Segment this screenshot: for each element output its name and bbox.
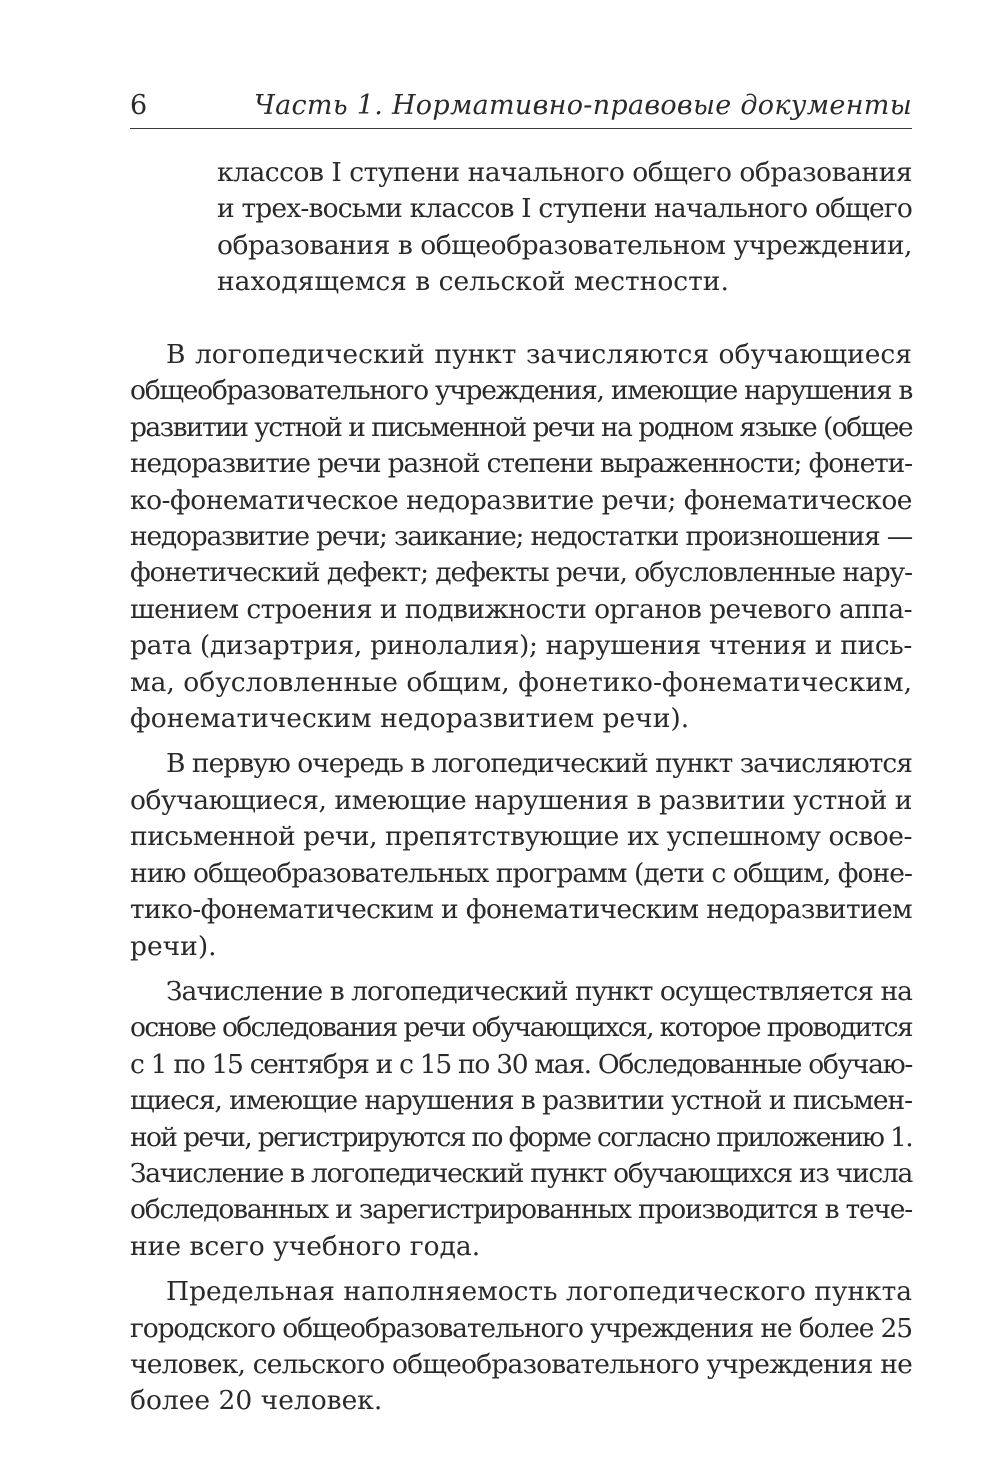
- text-line: обследованных и зарегистрированных производится в тече-: [130, 1194, 912, 1226]
- text-line: находящемся в сельской местности.: [217, 266, 729, 298]
- paragraph-examination: [130, 974, 912, 1265]
- text-line: тико-фонематическим и фонематическим недоразвитием: [130, 894, 912, 926]
- text-line: человек, сельского общеобразовательного учреждения не: [130, 1348, 912, 1380]
- text-line: ной речи, регистрируются по форме согласно приложению 1.: [130, 1121, 912, 1153]
- paragraph-capacity: [130, 1274, 912, 1420]
- text-line: недоразвитие речи разной степени выраженности; фонети-: [130, 448, 913, 480]
- text-line: письменной речи, препятствующие их успешному освое-: [130, 821, 913, 853]
- text-line: ние всего учебного года.: [130, 1230, 481, 1262]
- text-line: развитии устной и письменной речи на родном языке (общее: [130, 411, 912, 443]
- body-text: [130, 337, 912, 1420]
- text-line: недоразвитие речи; заикание; недостатки произношения —: [130, 521, 912, 553]
- text-line: более 20 человек.: [130, 1385, 383, 1417]
- text-line: классов I ступени начального общего образования: [217, 157, 912, 188]
- text-line: нию общеобразовательных программ (дети с общим, фоне-: [130, 857, 913, 889]
- text-line: В логопедический пункт зачисляются обучающиеся: [166, 339, 912, 370]
- paragraph-priority: [130, 746, 912, 964]
- text-line: образования в общеобразовательном учреждении,: [217, 229, 913, 261]
- paragraph-enrollment: [130, 337, 912, 737]
- text-line: с 1 по 15 сентября и с 15 по 30 мая. Обследованные обучаю-: [130, 1048, 913, 1080]
- text-line: ко-фонематическое недоразвитие речи; фонематическое: [130, 484, 912, 516]
- text-line: речи).: [130, 930, 217, 962]
- text-line: Зачисление в логопедический пункт осуществляется на: [166, 975, 913, 1007]
- text-line: Предельная наполняемость логопедического пункта: [166, 1276, 913, 1308]
- text-line: основе обследования речи обучающихся, которое проводится: [130, 1012, 912, 1044]
- text-line: ма, обусловленные общим, фонетико-фонематическим,: [130, 666, 912, 698]
- running-title: Часть 1. Нормативно-правовые документы: [253, 90, 912, 121]
- text-line: и трех-восьми классов I ступени начального общего: [217, 193, 912, 225]
- text-line: Зачисление в логопедический пункт обучающихся из числа: [130, 1157, 913, 1189]
- continuation-block: [217, 155, 912, 301]
- text-line: обучающиеся, имеющие нарушения в развитии устной и: [130, 784, 912, 816]
- text-line: общеобразовательного учреждения, имеющие нарушения в: [130, 375, 912, 407]
- text-line: фонематическим недоразвитием речи).: [130, 703, 690, 735]
- text-line: В первую очередь в логопедический пункт зачисляются: [166, 748, 912, 780]
- running-head: [130, 88, 912, 129]
- text-line: шением строения и подвижности органов речевого аппа-: [130, 593, 913, 625]
- page-number: 6: [130, 90, 148, 121]
- text-line: городского общеобразовательного учреждения не более 25: [130, 1312, 913, 1344]
- text-line: рата (дизартрия, ринолалия); нарушения чтения и пись-: [130, 630, 912, 662]
- text-line: фонетический дефект; дефекты речи, обусловленные нару-: [130, 557, 912, 589]
- text-line: щиеся, имеющие нарушения в развитии устной и письмен-: [130, 1085, 913, 1117]
